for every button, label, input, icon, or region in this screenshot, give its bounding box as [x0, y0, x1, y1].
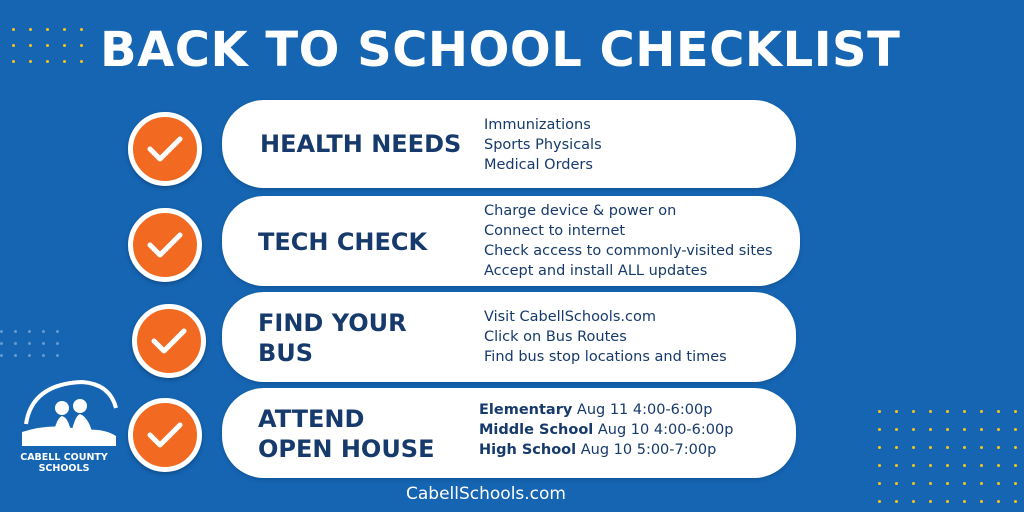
card-items [484, 201, 773, 281]
decorative-dot [14, 330, 17, 333]
decorative-dot [963, 410, 966, 413]
decorative-dot [1014, 482, 1017, 485]
list-item: Immunizations [484, 117, 591, 133]
decorative-dot [946, 446, 949, 449]
decorative-dot [980, 410, 983, 413]
decorative-dot [946, 428, 949, 431]
decorative-dot [63, 44, 66, 47]
decorative-dot [14, 342, 17, 345]
decorative-dot [997, 446, 1000, 449]
decorative-dot [29, 28, 32, 31]
decorative-dot [929, 446, 932, 449]
list-item: Charge device & power on [484, 203, 677, 219]
decorative-dot [1014, 410, 1017, 413]
decorative-dot [895, 464, 898, 467]
decorative-dot [46, 28, 49, 31]
card-items [484, 115, 602, 175]
decorative-dot [946, 464, 949, 467]
checkmark-icon [132, 304, 206, 378]
list-item: Click on Bus Routes [484, 329, 627, 345]
checklist-card [222, 100, 796, 188]
list-item: Find bus stop locations and times [484, 349, 727, 365]
decorative-dot [929, 464, 932, 467]
decorative-dot [12, 60, 15, 63]
card-heading: ATTEND OPEN HOUSE [258, 405, 435, 463]
decorative-dot [912, 410, 915, 413]
list-item: Connect to internet [484, 223, 626, 239]
decorative-dot [63, 60, 66, 63]
decorative-dot [946, 410, 949, 413]
decorative-dot [1014, 446, 1017, 449]
decorative-dot [12, 44, 15, 47]
list-item: High School Aug 10 5:00-7:00p [479, 442, 717, 458]
decorative-dot [0, 330, 3, 333]
decorative-dot [997, 428, 1000, 431]
card-items [479, 400, 733, 460]
decorative-dot [29, 60, 32, 63]
checkmark-icon [128, 398, 202, 472]
decorative-dot [14, 354, 17, 357]
decorative-dot [28, 354, 31, 357]
card-items [484, 307, 727, 367]
decorative-dot [0, 354, 3, 357]
decorative-dot [997, 410, 1000, 413]
decorative-dot [42, 330, 45, 333]
decorative-dot [0, 342, 3, 345]
decorative-dot [980, 446, 983, 449]
checklist-card [222, 196, 800, 286]
decorative-dot [997, 500, 1000, 503]
list-item: Medical Orders [484, 157, 593, 173]
decorative-dot [912, 428, 915, 431]
decorative-dot [980, 482, 983, 485]
decorative-dot [878, 446, 881, 449]
list-item: Check access to commonly-visited sites [484, 243, 773, 259]
decorative-dot [12, 28, 15, 31]
checklist-card [222, 292, 796, 382]
footer-website: CabellSchools.com [406, 484, 566, 504]
decorative-dot [42, 342, 45, 345]
decorative-dot [895, 428, 898, 431]
decorative-dot [46, 44, 49, 47]
list-item: Middle School Aug 10 4:00-6:00p [479, 422, 734, 438]
decorative-dot [28, 330, 31, 333]
decorative-dot [29, 44, 32, 47]
decorative-dot [28, 342, 31, 345]
decorative-dot [929, 428, 932, 431]
decorative-dot [980, 428, 983, 431]
decorative-dot [895, 446, 898, 449]
decorative-dot [878, 428, 881, 431]
decorative-dots-mid-left [0, 330, 70, 370]
list-item: Accept and install ALL updates [484, 263, 708, 279]
decorative-dot [46, 60, 49, 63]
decorative-dot [878, 410, 881, 413]
decorative-dot [980, 500, 983, 503]
decorative-dot [42, 354, 45, 357]
checkmark-icon [128, 208, 202, 282]
list-item: Sports Physicals [484, 137, 602, 153]
decorative-dot [56, 354, 59, 357]
decorative-dot [997, 464, 1000, 467]
decorative-dot [878, 464, 881, 467]
decorative-dot [56, 342, 59, 345]
decorative-dot [997, 482, 1000, 485]
decorative-dot [1014, 464, 1017, 467]
card-heading: TECH CHECK [258, 228, 428, 256]
decorative-dot [912, 446, 915, 449]
card-heading: HEALTH NEEDS [260, 130, 462, 158]
decorative-dot [80, 44, 83, 47]
decorative-dot [912, 464, 915, 467]
decorative-dot [1014, 428, 1017, 431]
decorative-dot [929, 410, 932, 413]
decorative-dot [80, 60, 83, 63]
decorative-dot [980, 464, 983, 467]
list-item: Elementary Aug 11 4:00-6:00p [479, 402, 713, 418]
decorative-dot [963, 464, 966, 467]
decorative-dot [963, 428, 966, 431]
decorative-dot [1014, 500, 1017, 503]
decorative-dots-top-left [12, 28, 92, 78]
decorative-dot [56, 330, 59, 333]
page-title: BACK TO SCHOOL CHECKLIST [100, 22, 901, 78]
logo-text: CABELL COUNTY SCHOOLS [20, 452, 108, 474]
decorative-dot [80, 28, 83, 31]
decorative-dot [963, 446, 966, 449]
decorative-dot [63, 28, 66, 31]
decorative-dot [895, 410, 898, 413]
list-item: Visit CabellSchools.com [484, 309, 656, 325]
checkmark-icon [128, 112, 202, 186]
checklist-card [222, 388, 796, 478]
card-heading: FIND YOUR BUS [258, 309, 407, 367]
